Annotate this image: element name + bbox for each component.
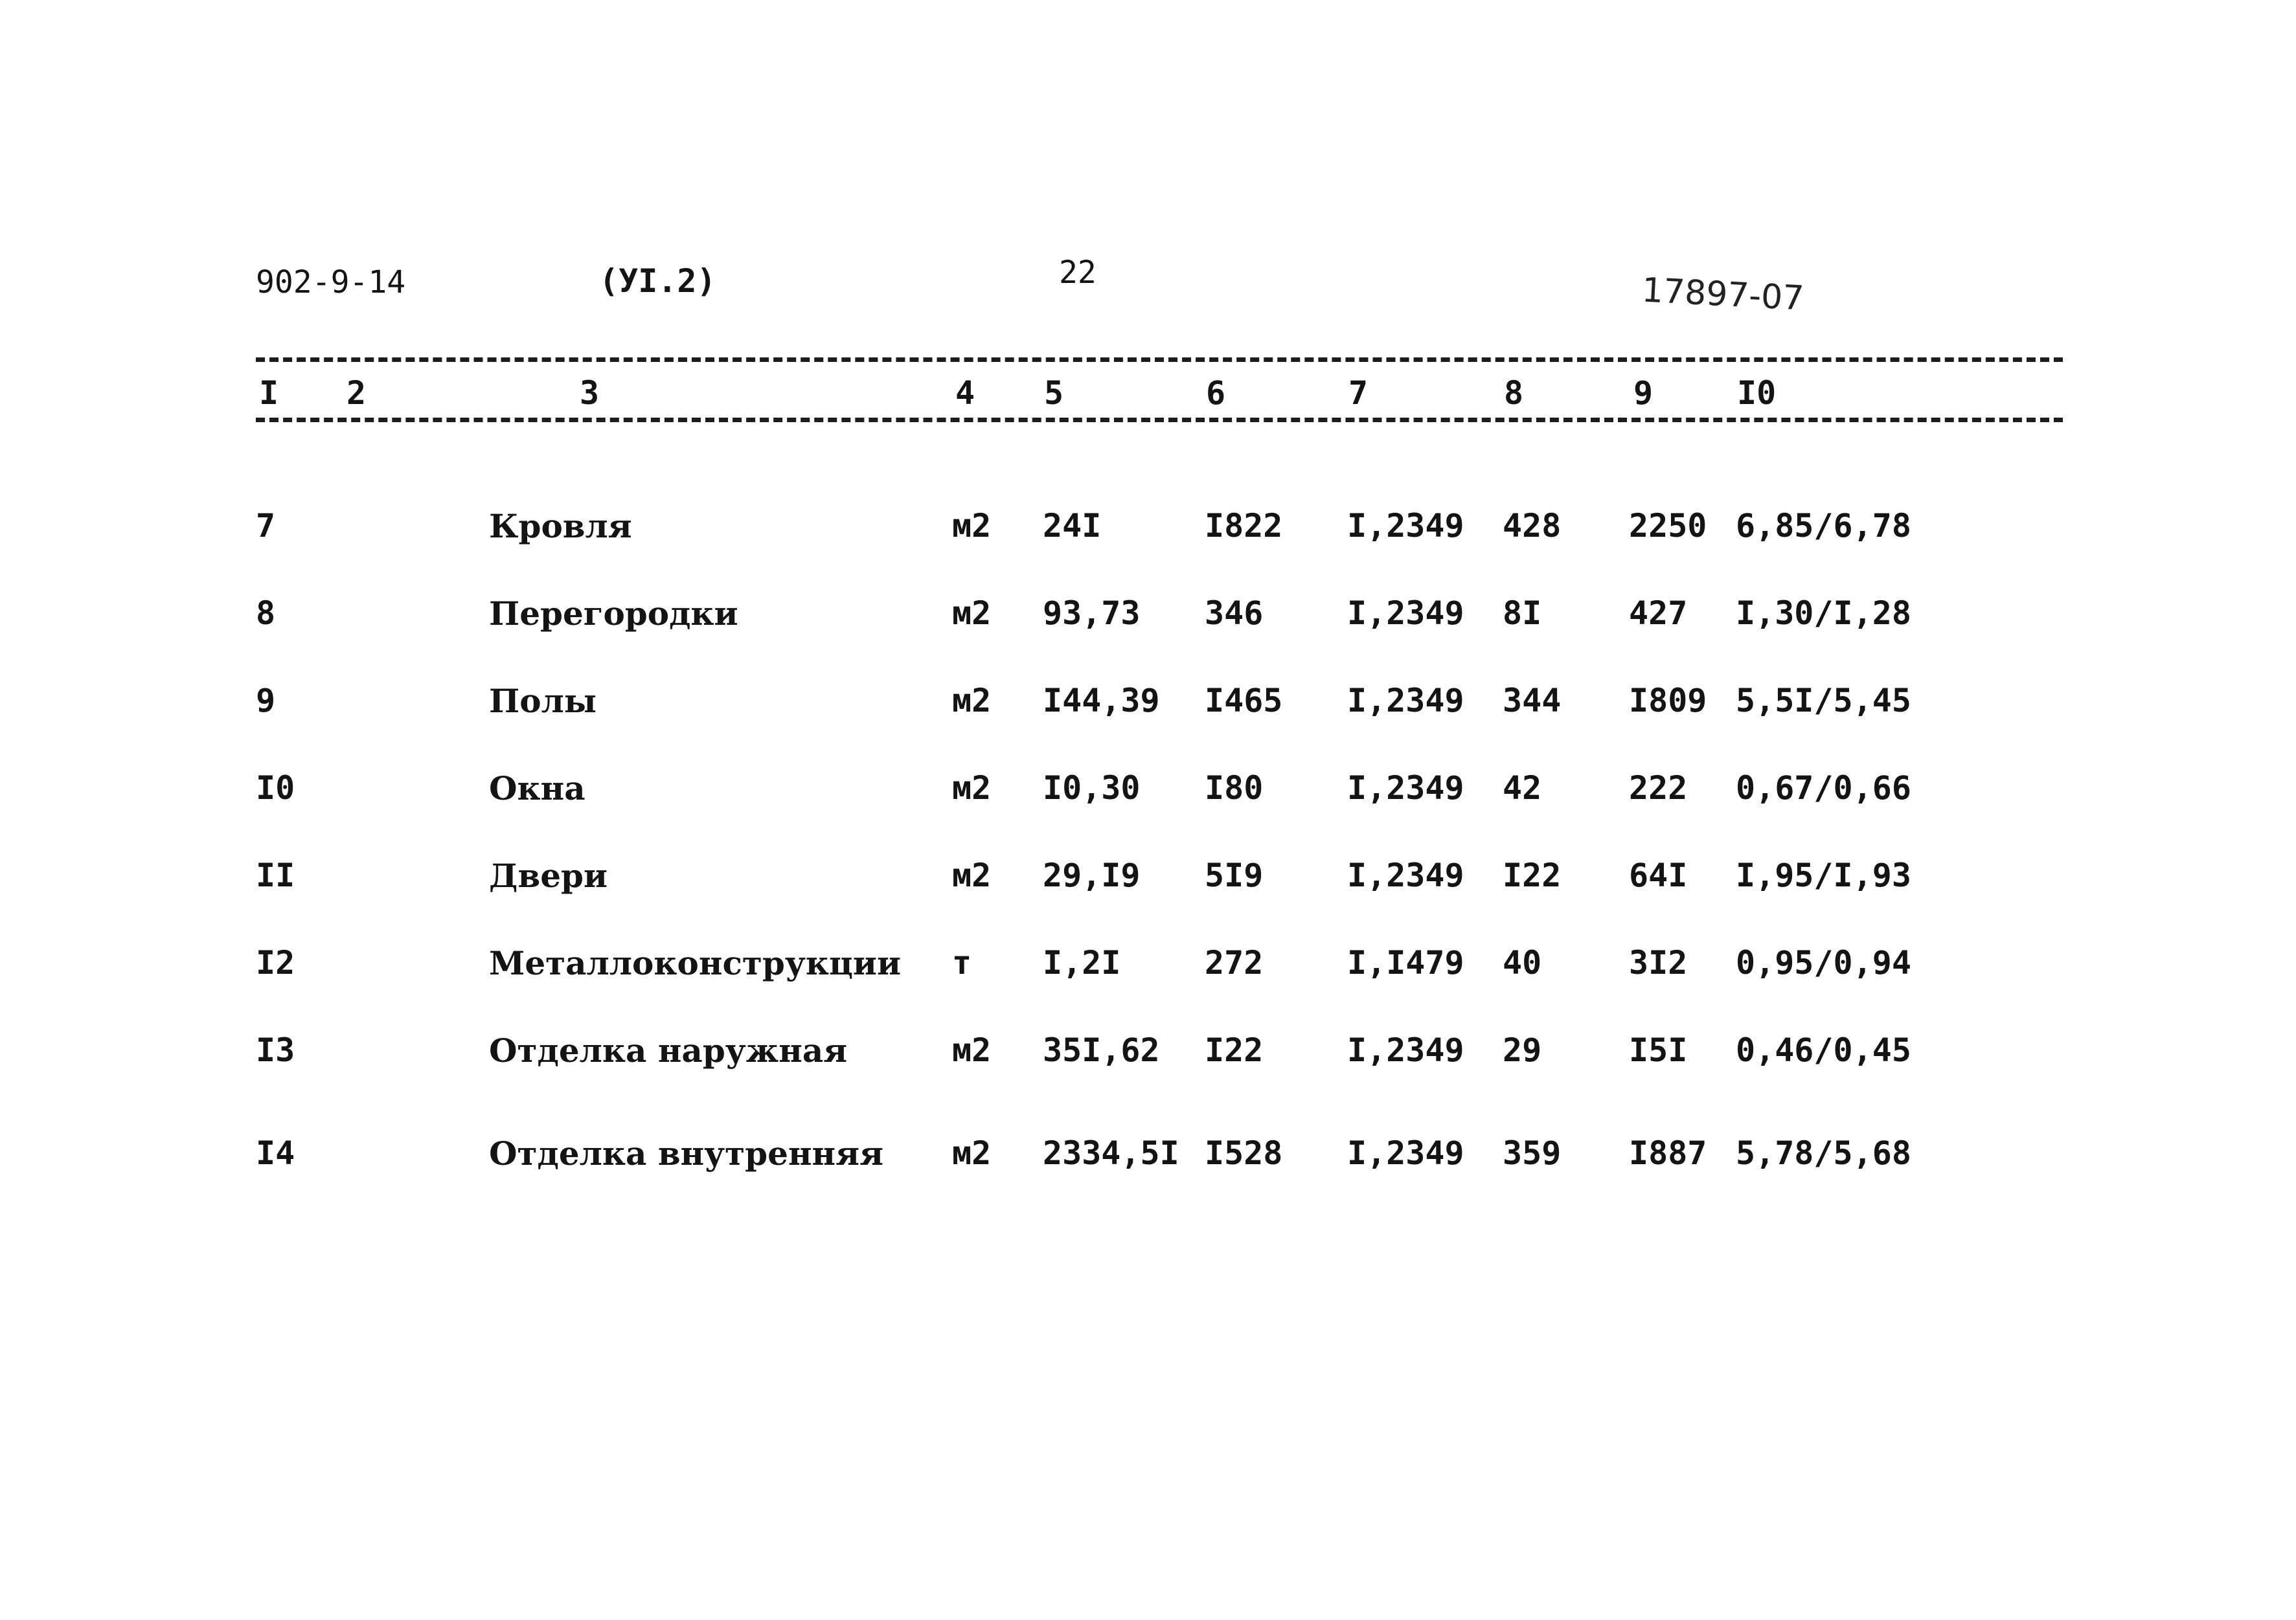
col9-value: I5I [1629,1031,1688,1069]
col5-value: I44,39 [1043,682,1160,719]
col8-value: 42 [1503,769,1542,807]
col7-value: I,2349 [1347,682,1464,719]
column-head-7: 7 [1348,374,1369,412]
col7-value: I,2349 [1347,1134,1464,1172]
col6-value: I465 [1205,682,1283,719]
col8-value: 29 [1503,1031,1542,1069]
unit: м2 [952,682,992,719]
col6-value: I822 [1205,507,1283,545]
col9-value: I809 [1629,682,1707,719]
col9-value: 427 [1629,594,1688,632]
header-top-rule [256,357,2063,362]
row-number: 7 [256,507,276,545]
unit: т [952,944,972,982]
section-label: (УI.2) [599,262,716,300]
col5-value: 24I [1043,507,1102,545]
col5-value: 29,I9 [1043,857,1141,894]
handwritten-archive-number: 17897-07 [1641,271,1805,319]
col9-value: I887 [1629,1134,1707,1172]
row-number: II [256,857,295,894]
unit: м2 [952,507,992,545]
col9-value: 2250 [1629,507,1707,545]
table-row [0,507,2296,559]
table-row [0,594,2296,646]
table-row [0,769,2296,821]
col6-value: 5I9 [1205,857,1264,894]
col8-value: 359 [1503,1134,1562,1172]
item-name: Окна [489,769,585,807]
page-number: 22 [1059,254,1097,291]
col5-value: I,2I [1043,944,1121,982]
table-row [0,944,2296,996]
item-name: Перегородки [489,594,738,633]
col9-value: 3I2 [1629,944,1688,982]
col8-value: 8I [1503,594,1542,632]
col5-value: 35I,62 [1043,1031,1160,1069]
col8-value: 40 [1503,944,1542,982]
unit: м2 [952,857,992,894]
col10-value: 0,95/0,94 [1736,944,1911,982]
row-number: 8 [256,594,276,632]
col6-value: 272 [1205,944,1264,982]
table-row [0,682,2296,734]
column-head-8: 8 [1504,374,1524,412]
col5-value: 2334,5I [1043,1134,1179,1172]
col5-value: 93,73 [1043,594,1141,632]
table-row [0,1134,2296,1186]
unit: м2 [952,1134,992,1172]
item-name: Отделка внутренняя [489,1134,884,1173]
unit: м2 [952,769,992,807]
column-head-9: 9 [1633,374,1654,412]
unit: м2 [952,594,992,632]
column-head-6: 6 [1206,374,1226,412]
column-head-1: I [259,374,279,412]
column-head-3: 3 [580,374,600,412]
column-head-5: 5 [1044,374,1064,412]
col10-value: 5,78/5,68 [1736,1134,1911,1172]
col6-value: I528 [1205,1134,1283,1172]
col10-value: I,95/I,93 [1736,857,1911,894]
column-head-4: 4 [955,374,975,412]
item-name: Полы [489,682,597,720]
row-number: I3 [256,1031,295,1069]
unit: м2 [952,1031,992,1069]
col9-value: 222 [1629,769,1688,807]
row-number: 9 [256,682,276,719]
item-name: Отделка наружная [489,1031,848,1070]
column-head-10: I0 [1737,374,1777,412]
col7-value: I,2349 [1347,857,1464,894]
col7-value: I,2349 [1347,769,1464,807]
col10-value: 6,85/6,78 [1736,507,1911,545]
col10-value: I,30/I,28 [1736,594,1911,632]
col8-value: 344 [1503,682,1562,719]
row-number: I0 [256,769,295,807]
col10-value: 0,46/0,45 [1736,1031,1911,1069]
col7-value: I,2349 [1347,507,1464,545]
table-row [0,857,2296,908]
col7-value: I,I479 [1347,944,1464,982]
col6-value: I80 [1205,769,1264,807]
col6-value: 346 [1205,594,1264,632]
col5-value: I0,30 [1043,769,1141,807]
item-name: Металлоконструкции [489,944,902,982]
col7-value: I,2349 [1347,594,1464,632]
document-code: 902-9-14 [256,264,406,300]
item-name: Кровля [489,507,632,545]
column-head-2: 2 [347,374,367,412]
table-row [0,1031,2296,1083]
header-bottom-rule [256,418,2063,422]
col10-value: 0,67/0,66 [1736,769,1911,807]
col9-value: 64I [1629,857,1688,894]
row-number: I4 [256,1134,295,1172]
col8-value: 428 [1503,507,1562,545]
row-number: I2 [256,944,295,982]
col7-value: I,2349 [1347,1031,1464,1069]
item-name: Двери [489,857,608,895]
col10-value: 5,5I/5,45 [1736,682,1911,719]
col8-value: I22 [1503,857,1562,894]
col6-value: I22 [1205,1031,1264,1069]
